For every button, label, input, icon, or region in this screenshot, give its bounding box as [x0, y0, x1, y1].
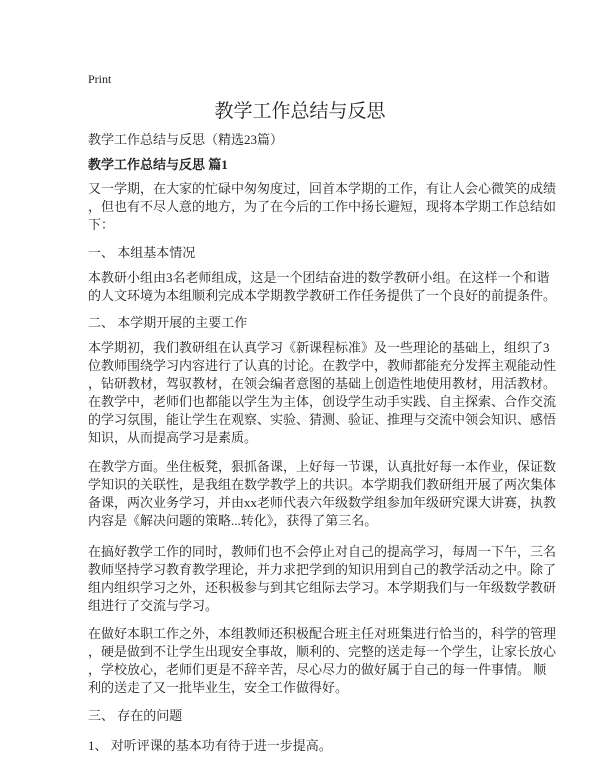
- text-line: 组进行了交流与学习。: [88, 598, 219, 613]
- section-title: [88, 707, 528, 725]
- text-line: 的人文环境为本组顺利完成本学期教学教研工作任务提供了一个良好的前提条件。: [88, 288, 557, 303]
- paragraph: [88, 543, 557, 615]
- text-line: 的学习氛围，能让学生在观察、实验、猜测、验证、推理与交流中领会知识、感悟: [88, 412, 557, 427]
- paragraph: [88, 180, 557, 234]
- paragraph: [88, 625, 557, 697]
- text-line: 知识，从而提高学习是素质。: [88, 430, 258, 445]
- section-title: [88, 244, 528, 262]
- document-subtitle: 教学工作总结与反思（精选23篇）: [88, 132, 284, 147]
- text-line: ，学校放心，老师们更是不辞辛苦，尽心尽力的做好属于自己的每一件事情。 顺: [88, 662, 547, 677]
- text-line: 备课，两次业务学习，并由xx老师代表六年级数学组参加年级研究课大讲赛，执教: [88, 495, 557, 510]
- section-heading: 教学工作总结与反思 篇1: [88, 157, 228, 172]
- text-line: 内容是《解决问题的策略...转化》，获得了第三名。: [88, 513, 378, 528]
- text-line: 在教学方面。坐住板凳，狠抓备课，上好每一节课，认真批好每一本作业，保证数: [88, 459, 557, 474]
- print-link[interactable]: Print: [88, 72, 112, 86]
- text-line: 位教师围绕学习内容进行了认真的讨论。在教学中，教师都能充分发挥主观能动性: [88, 358, 557, 373]
- text-line: 下：: [88, 217, 115, 232]
- text-line: 又一学期，在大家的忙碌中匆匆度过，回首本学期的工作，有让人会心微笑的成绩: [88, 181, 557, 196]
- document-title: 教学工作总结与反思: [214, 101, 386, 122]
- text-line: ，但也有不尽人意的地方，为了在今后的工作中扬长避短，现将本学期工作总结如: [88, 199, 557, 214]
- text-line: 在做好本职工作之外，本组教师还积极配合班主任对班集进行恰当的，科学的管理: [88, 626, 557, 641]
- text-line: 本教研小组由3名老师组成，这是一个团结奋进的数学教研小组。在这样一个和谐: [88, 270, 550, 285]
- text-line: ，钻研教材，驾驭教材，在领会编者意图的基础上创造性地使用教材，用活教材。: [88, 376, 557, 391]
- section-title: [88, 314, 528, 332]
- text-line: 1、 对听评课的基本功有待于进一步提高。: [88, 738, 332, 753]
- text-line: 三、 存在的问题: [88, 708, 183, 723]
- text-line: 利的送走了又一批毕业生，安全工作做得好。: [88, 680, 349, 695]
- text-line: 在搞好教学工作的同时，教师们也不会停止对自己的提高学习，每周一下午，三名: [88, 544, 557, 559]
- text-line: 二、 本学期开展的主要工作: [88, 315, 248, 330]
- text-line: 组内组织学习之外，还积极参与到其它组际去学习。本学期我们与一年级数学教研: [88, 580, 557, 595]
- text-line: 在教学中，老师们也都能以学生为主体，创设学生动手实践、自主探索、合作交流: [88, 394, 557, 409]
- paragraph: [88, 458, 557, 530]
- text-line: 学知识的关联性，是我组在数学教学上的共识。本学期我们教研组开展了两次集体: [88, 477, 557, 492]
- paragraph: [88, 269, 557, 305]
- text-line: 教师坚持学习教育教学理论，并力求把学到的知识用到自己的教学活动之中。除了: [88, 562, 557, 577]
- text-line: 本学期初，我们教研组在认真学习《新课程标准》及一些理论的基础上，组织了3: [88, 340, 550, 355]
- text-line: ，硬是做到不让学生出现安全事故，顺利的、完整的送走每一个学生，让家长放心: [88, 644, 557, 659]
- list-item: [88, 737, 528, 755]
- text-line: 一、 本组基本情况: [88, 245, 196, 260]
- paragraph: [88, 339, 557, 447]
